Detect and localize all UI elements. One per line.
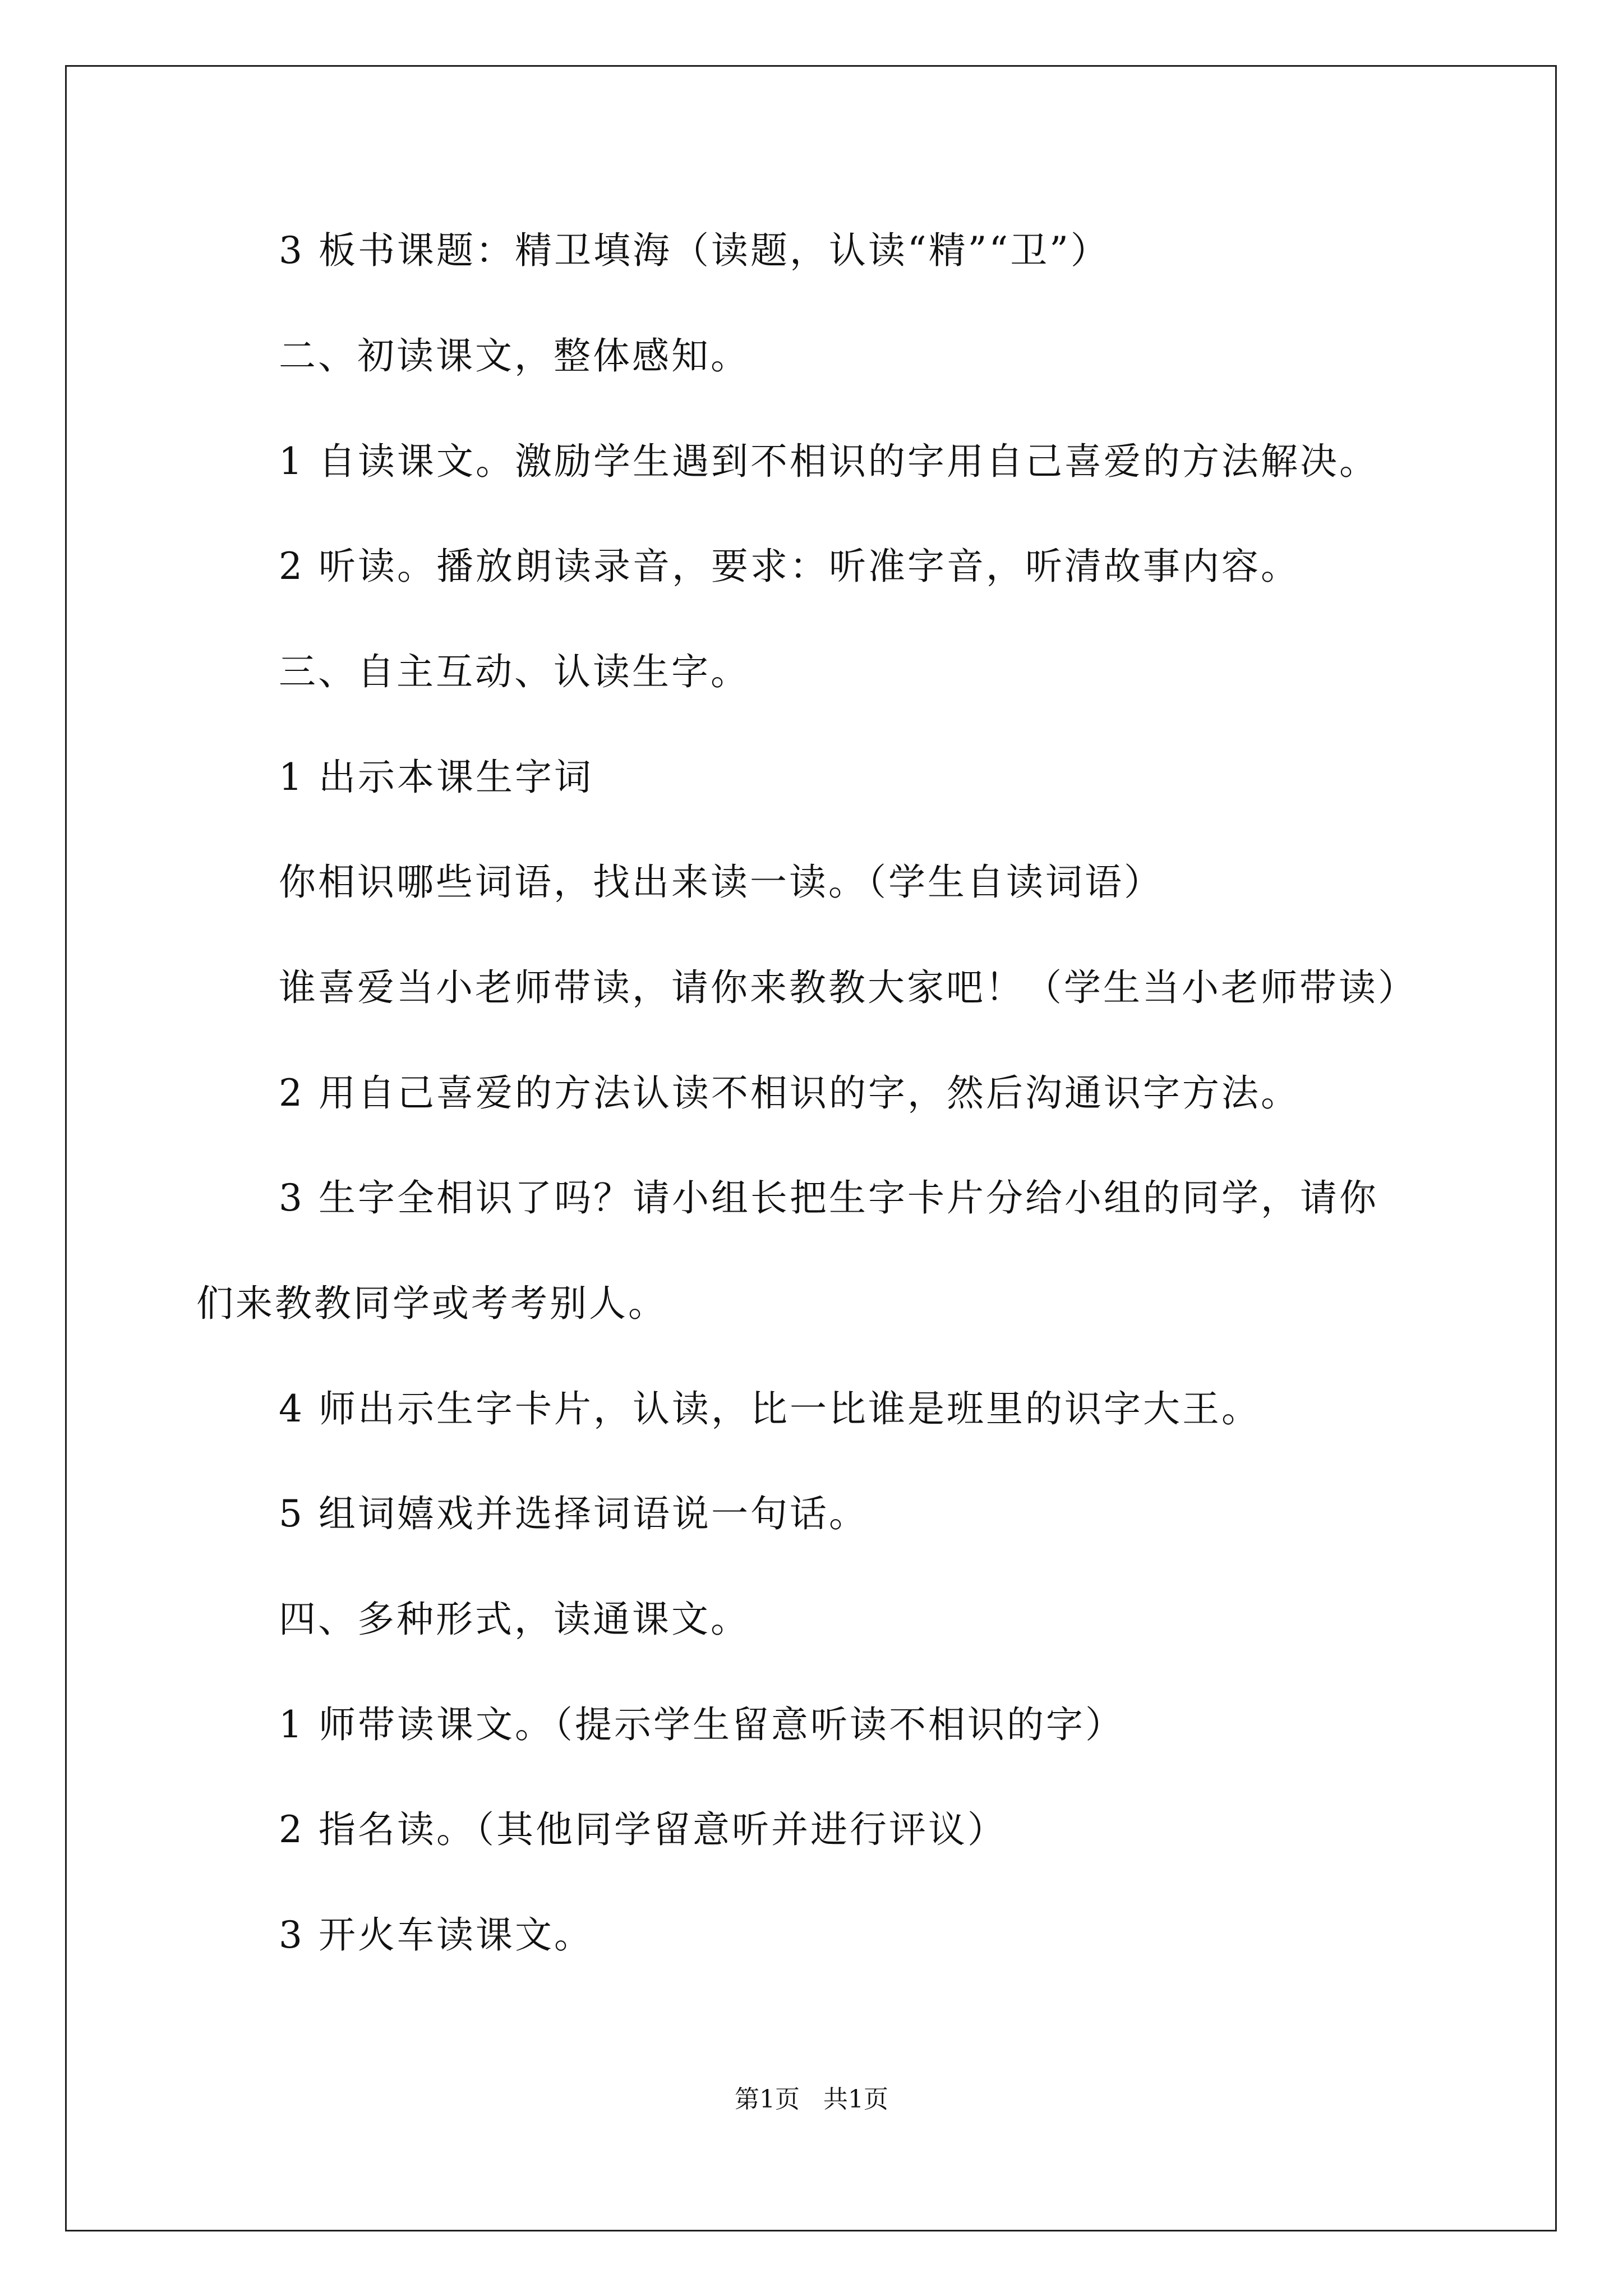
text-line: 2 指名读。（其他同学留意听并进行评议） (279, 1808, 1007, 1851)
text-line: 1 自读课文。激励学生遇到不相识的字用自己喜爱的方法解决。 (279, 440, 1378, 483)
text-line: 你相识哪些词语，找出来读一读。（学生自读词语） (279, 861, 1163, 904)
text-line: 5 组词嬉戏并选择词语说一句话。 (279, 1492, 868, 1535)
section-heading: 三、自主互动、认读生字。 (279, 650, 750, 693)
text-line: 4 师出示生字卡片，认读，比一比谁是班里的识字大王。 (279, 1387, 1261, 1430)
text-line: 1 师带读课文。（提示学生留意听读不相识的字） (279, 1703, 1124, 1746)
text-line: 3 板书课题：精卫填海（读题，认读“精”“卫”） (279, 229, 1110, 272)
text-line: 1 出示本课生字词 (279, 756, 593, 799)
page-number-footer: 第1页 共1页 (735, 2085, 888, 2114)
text-line: 谁喜爱当小老师带读，请你来教教大家吧！（学生当小老师带读） (279, 966, 1417, 1009)
section-heading: 二、初读课文，整体感知。 (279, 334, 750, 378)
text-line-continuation: 们来教教同学或考考别人。 (196, 1282, 667, 1325)
text-line: 3 开火车读课文。 (279, 1913, 593, 1957)
section-heading: 四、多种形式，读通课文。 (279, 1598, 750, 1641)
text-line: 2 用自己喜爱的方法认读不相识的字，然后沟通识字方法。 (279, 1071, 1300, 1115)
text-line: 2 听读。播放朗读录音，要求：听准字音，听清故事内容。 (279, 545, 1300, 588)
page-frame (65, 65, 1557, 2231)
text-line: 3 生字全相识了吗？请小组长把生字卡片分给小组的同学，请你 (279, 1176, 1378, 1220)
